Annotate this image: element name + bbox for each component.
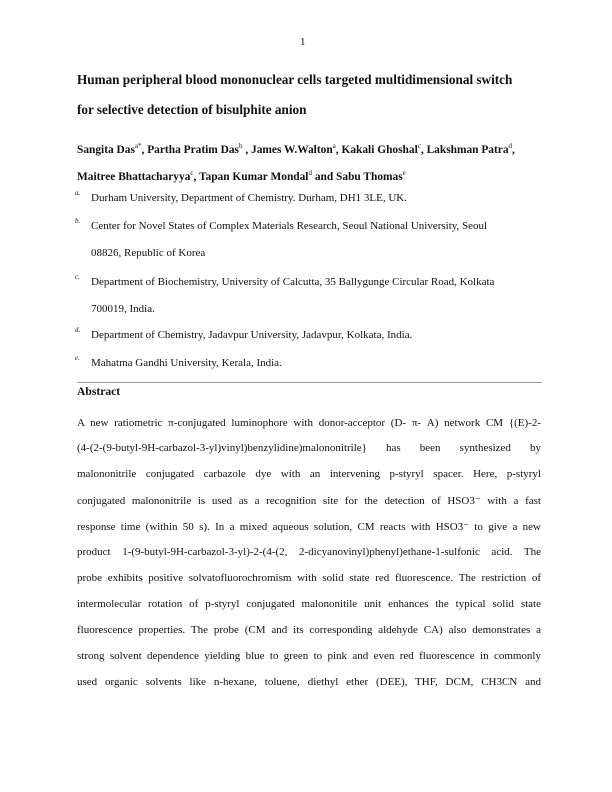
author-name: , Partha Pratim Das xyxy=(141,143,239,156)
author-sup: d xyxy=(508,142,513,150)
affiliation-line: Center for Novel States of Complex Materials Research, Seoul National University, Seoul xyxy=(91,220,488,232)
author-name: , James W.Walton xyxy=(242,143,333,156)
affiliation-text xyxy=(91,350,541,377)
author-name: , Kakali Ghoshal xyxy=(335,143,418,156)
author-sup: e xyxy=(402,168,406,177)
abstract-line: response time (within 50 s). In a mixed aqueous solution, CM reacts with HSO3⁻ to give a new xyxy=(77,521,541,533)
affiliation-line: Department of Biochemistry, University of Calcutta, 35 Ballygunge Circular Road, Kolkata xyxy=(91,276,495,288)
abstract-line: conjugated malononitrile is used as a recognition site for the detection of HSO3⁻ with a fast xyxy=(77,495,541,507)
author-list xyxy=(77,135,547,189)
author-sup: c xyxy=(417,142,421,150)
affiliation-line: Mahatma Gandhi University, Kerala, India. xyxy=(91,357,282,369)
affiliation-text xyxy=(91,269,541,323)
abstract-line: (4-(2-(9-butyl-9H-carbazol-3-yl)vinyl)benzylidine)malononitrile} has been synthesized by xyxy=(77,442,541,454)
page-number: 1 xyxy=(300,36,306,48)
author-name: , Lakshman Patra xyxy=(420,143,509,156)
affiliation-line: Department of Chemistry, Jadavpur University, Jadavpur, Kolkata, India. xyxy=(91,329,413,341)
author-sup: b xyxy=(238,142,243,150)
title-line: for selective detection of bisulphite anion xyxy=(77,102,307,117)
abstract-line: product 1-(9-butyl-9H-carbazol-3-yl)-2-(4-(2, 2-dicyanovinyl)phenyl)ethane-1-sulfonic acid. The xyxy=(77,546,541,558)
author-name: Sangita Das xyxy=(77,143,135,156)
affiliation-line: Durham University, Department of Chemistry. Durham, DH1 3LE, UK. xyxy=(91,192,407,204)
abstract-line: probe exhibits positive solvatofluorochromism with solid state red fluorescence. The restriction of xyxy=(77,572,541,584)
author-name: , Tapan Kumar Mondal xyxy=(193,170,309,183)
affiliation-mark: a. xyxy=(75,189,81,197)
author-sep: , xyxy=(512,143,515,156)
abstract-heading: Abstract xyxy=(77,385,121,398)
author-sup: c xyxy=(190,168,194,177)
abstract-line: strong solvent dependence yielding blue to green to pink and even red fluorescence in commonly xyxy=(77,650,541,662)
author-name: and Sabu Thomas xyxy=(311,170,403,183)
abstract-line: fluorescence properties. The probe (CM and its corresponding aldehyde CA) also demonstrates a xyxy=(77,624,541,636)
author-name: Maitree Bhattacharyya xyxy=(77,170,191,183)
affiliation-text xyxy=(91,185,541,212)
title-line: Human peripheral blood mononuclear cells targeted multidimensional switch xyxy=(77,72,513,87)
author-sup: d xyxy=(308,168,312,177)
author-line xyxy=(77,135,547,162)
paper-title xyxy=(77,65,547,125)
affiliation-text xyxy=(91,322,541,349)
author-sup: a* xyxy=(134,142,142,150)
affiliation-line: 700019, India. xyxy=(91,303,155,315)
abstract-line: A new ratiometric π-conjugated luminophore with donor-acceptor (D- π- A) network CM {(E)-2- xyxy=(77,417,541,429)
affiliation-text xyxy=(91,213,541,267)
affiliation-mark: c. xyxy=(75,273,80,281)
affiliation-mark: b. xyxy=(75,217,81,225)
abstract-line: intermolecular rotation of p-styryl conjugated malononitile unit enhances the typical solid state xyxy=(77,598,541,610)
affiliation-mark: d. xyxy=(75,326,81,334)
abstract-line: used organic solvents like n-hexane, toluene, diethyl ether (DEE), THF, DCM, CH3CN and xyxy=(77,676,541,688)
affiliation-mark: e. xyxy=(75,354,80,362)
author-sup: a xyxy=(332,142,336,150)
section-divider xyxy=(77,382,542,383)
affiliation-line: 08826, Republic of Korea xyxy=(91,247,206,259)
abstract-line: malononitrile conjugated carbazole dye with an intervening p-styryl spacer. Here, p-styryl xyxy=(77,468,541,480)
